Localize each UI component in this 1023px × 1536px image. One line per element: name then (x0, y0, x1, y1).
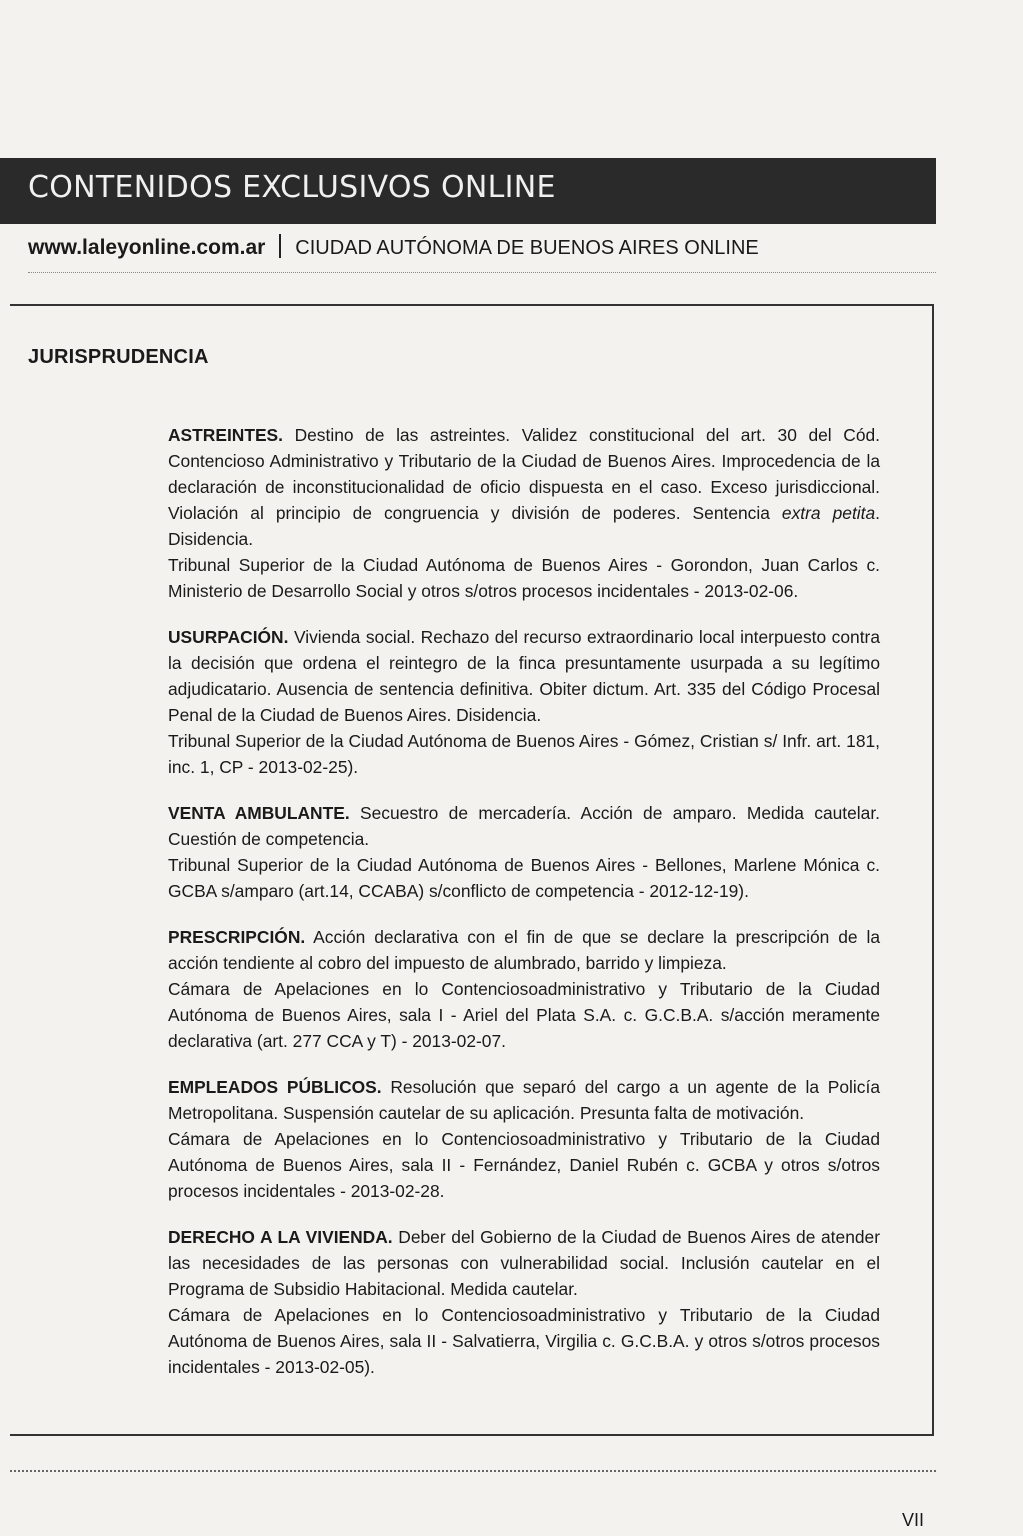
entry-summary-text: Secuestro de mercadería. Acción de amparo. Medida cautelar. Cuestión de competencia. (168, 803, 880, 849)
entry-citation: Tribunal Superior de la Ciudad Autónoma de Buenos Aires - Bellones, Marlene Mónica c. GCBA s/amparo (art.14, CCABA) s/conflicto de competencia - 2012-12-19). (168, 855, 880, 901)
entry-term: USURPACIÓN. (168, 627, 289, 647)
entry-derecho-vivienda (168, 1224, 880, 1380)
entry-prescripcion (168, 924, 880, 1054)
entry-summary (168, 800, 880, 852)
entry-summary-text-end: . Disidencia. (168, 503, 880, 549)
dotted-divider (28, 272, 936, 273)
entry-summary (168, 924, 880, 976)
bottom-dotted-divider (10, 1470, 936, 1472)
entry-citation: Cámara de Apelaciones en lo Contenciosoadministrativo y Tributario de la Ciudad Autónoma de Buenos Aires, sala II - Fernández, Daniel Rubén c. GCBA y otros s/otros procesos incidentales - 2013-02-28. (168, 1129, 880, 1201)
site-url-link[interactable]: www.laleyonline.com.ar (28, 236, 266, 259)
entry-term: VENTA AMBULANTE. (168, 803, 350, 823)
subheader (28, 234, 928, 266)
page-number: VII (902, 1510, 925, 1530)
entry-astreintes (168, 422, 880, 604)
entry-usurpacion (168, 624, 880, 780)
entry-summary (168, 624, 880, 728)
entry-summary-emphasis: extra petita (781, 503, 876, 523)
entry-summary (168, 1224, 880, 1302)
entry-citation: Tribunal Superior de la Ciudad Autónoma de Buenos Aires - Gómez, Cristian s/ Infr. art. 181, inc. 1, CP - 2013-02-25). (168, 731, 880, 777)
jurisprudencia-heading: JURISPRUDENCIA (28, 346, 209, 368)
entry-term: EMPLEADOS PÚBLICOS. (168, 1077, 382, 1097)
entry-summary (168, 422, 880, 552)
entry-venta-ambulante (168, 800, 880, 904)
section-label: CIUDAD AUTÓNOMA DE BUENOS AIRES ONLINE (295, 237, 759, 259)
entry-citation: Cámara de Apelaciones en lo Contenciosoadministrativo y Tributario de la Ciudad Autónoma de Buenos Aires, sala II - Salvatierra, Virgilia c. G.C.B.A. y otros s/otros procesos incidentales - 2013-02-05). (168, 1305, 880, 1377)
entry-summary (168, 1074, 880, 1126)
banner-title: CONTENIDOS EXCLUSIVOS ONLINE (28, 170, 556, 205)
entry-citation: Cámara de Apelaciones en lo Contenciosoadministrativo y Tributario de la Ciudad Autónoma de Buenos Aires, sala I - Ariel del Plata S.A. c. G.C.B.A. s/acción meramente declarativa (art. 277 CCA y T) - 2013-02-07. (168, 979, 880, 1051)
entry-term: ASTREINTES. (168, 425, 283, 445)
entry-summary-text: Deber del Gobierno de la Ciudad de Buenos Aires de atender las necesidades de las personas con vulnerabilidad social. Inclusión cautelar en el Programa de Subsidio Habitacional. Medida cautelar. (168, 1227, 880, 1299)
entry-empleados-publicos (168, 1074, 880, 1204)
entry-summary-text: Destino de las astreintes. Validez constitucional del art. 30 del Cód. Contencioso Administrativo y Tributario de la Ciudad de Buenos Aires. Improcedencia de la declaración de inconstitucionalidad de oficio dispuesta en el caso. Exceso jurisdiccional. Violación al principio de congruencia y división de poderes. Sentencia (168, 425, 880, 523)
entry-summary-text: Vivienda social. Rechazo del recurso extraordinario local interpuesto contra la decisión que ordena el reintegro de la finca presuntamente usurpada a su legítimo adjudicatario. Ausencia de sentencia definitiva. Obiter dictum. Art. 335 del Código Procesal Penal de la Ciudad de Buenos Aires. Disidencia. (168, 627, 880, 725)
entry-summary-text: Resolución que separó del cargo a un agente de la Policía Metropolitana. Suspensión cautelar de su aplicación. Presunta falta de motivación. (168, 1077, 880, 1123)
entry-summary-text: Acción declarativa con el fin de que se declare la prescripción de la acción tendiente al cobro del impuesto de alumbrado, barrido y limpieza. (168, 927, 880, 973)
section-banner (0, 158, 936, 224)
entry-term: PRESCRIPCIÓN. (168, 927, 306, 947)
entry-term: DERECHO A LA VIVIENDA. (168, 1227, 393, 1247)
entry-citation: Tribunal Superior de la Ciudad Autónoma de Buenos Aires - Gorondon, Juan Carlos c. Ministerio de Desarrollo Social y otros s/otros procesos incidentales - 2013-02-06. (168, 555, 880, 601)
entries-list (168, 422, 880, 1400)
separator-bar (279, 234, 281, 258)
